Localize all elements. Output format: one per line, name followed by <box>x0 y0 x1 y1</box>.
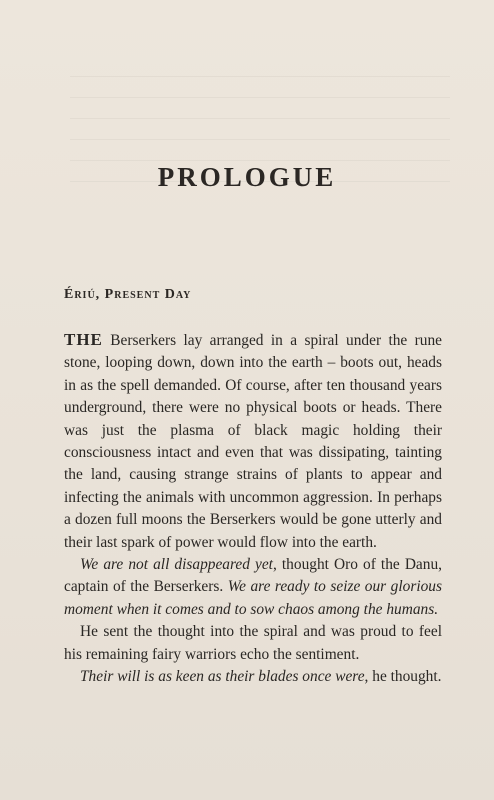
chapter-subheading: Ériú, Present Day <box>64 287 192 302</box>
paragraph-2-italic-2: We are ready to seize our glorious moment when it comes and to sow chaos among the humans. <box>64 578 442 618</box>
drop-lead-word: THE <box>64 330 103 349</box>
chapter-body <box>64 329 442 689</box>
chapter-title: PROLOGUE <box>157 162 337 192</box>
paragraph-2-italic-1: We are not all disappeared yet <box>80 556 273 574</box>
paragraph-3: He sent the thought into the spiral and was proud to feel his remaining fairy warriors echo the sentiment. <box>64 623 442 663</box>
paragraph-4-italic-1: Their will is as keen as their blades once were <box>80 668 365 686</box>
paragraph-1-text: Berserkers lay arranged in a spiral under the rune stone, looping down, down into the earth – boots out, heads in as the spell demanded. Of course, after ten thousand years underground, there were no physical boots or heads. There was just the plasma of black magic holding their consciousness intact and even that was dissipating, tainting the land, causing strange strains of plants to appear and infecting the animals with uncommon aggression. In perhaps a dozen full moons the Berserkers would be gone utterly and their last spark of power would flow into the earth. <box>64 332 442 551</box>
paragraph-4 <box>64 666 442 688</box>
paragraph-2 <box>64 554 442 621</box>
paragraph-4-text-1: , he thought. <box>364 668 442 686</box>
paragraph-1 <box>64 329 442 554</box>
paragraph-2-text-1: , thought Oro of the Danu, captain of the Berserkers. <box>64 556 442 596</box>
